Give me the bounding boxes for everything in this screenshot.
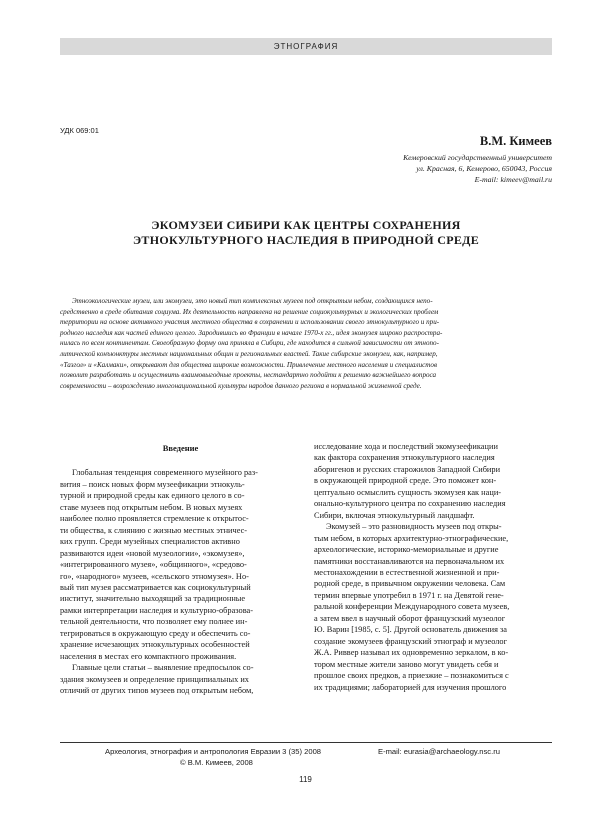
body-line: развиваются идеи «новой музеологии», «экомузея», (60, 548, 245, 558)
footer-rule (60, 742, 552, 743)
body-line: здания экомузеев и определение принципиальных их (60, 674, 249, 684)
udk-code: УДК 069:01 (60, 126, 99, 135)
body-line: цептуально осмыслить сущность экомузея как наци- (314, 487, 502, 497)
abstract-line: литической конъюнктуры местных национальных общин и региональных властей. Такие сибирские экомузеи, как, например, (60, 349, 438, 358)
abstract-line: средственно в среде обитания социума. Их деятельность направлена на решение социокультурных и экологических проблем (60, 307, 439, 316)
body-line: тегрироваться в окружающую среду и обеспечить со- (60, 628, 251, 638)
abstract-line: позволит разработать и осуществить взаимовыгодные проекты, нестандартно подойти к решению важнейшего вопроса (60, 371, 437, 380)
body-line: тором местные жители заново могут увидеть себя и (314, 659, 499, 669)
body-line: ральной конференции Международного совета музеев, (314, 602, 510, 612)
body-line: родной среде, в привычном окружении человека. Сам (314, 579, 506, 589)
body-line: наиболее полно проявляется стремление к открытос- (60, 514, 249, 524)
body-line: ставе музеев под открытым небом. В новых музеях (60, 502, 243, 512)
section-header: ЭТНОГРАФИЯ (60, 38, 552, 55)
body-line: как фактора сохранения этнокультурного наследия (314, 453, 495, 463)
author-affiliation: Кемеровский государственный университет (403, 153, 552, 162)
body-line: памятники восстанавливаются на первоначальном их (314, 556, 505, 566)
body-line: создание экомузеев французский этнограф и музеолог (314, 636, 508, 646)
body-line: а затем ввел в научный оборот французский музеолог (314, 613, 506, 623)
abstract-line: нилась по всем континентам. Своеобразную форму она приняла в Сибири, где находится в сильной зависимости от этнопо- (60, 339, 439, 348)
page-number: 119 (299, 775, 312, 784)
title-line: ЭКОМУЗЕИ СИБИРИ КАК ЦЕНТРЫ СОХРАНЕНИЯ (151, 218, 461, 232)
body-line: термин впервые употребил в 1971 г. на Девятой гене- (314, 590, 504, 600)
left-column (60, 441, 301, 697)
body-line: институт, значительно выходящий за традиционные (60, 594, 246, 604)
abstract-line: территории на основе активного участия местного общества в сохранении и использовании своего этнокультурного и при- (60, 318, 440, 327)
body-line: археологические, историко-мемориальные и другие (314, 545, 499, 555)
body-line: Ю. Варин [1985, с. 5]. Другой основатель движения за (314, 625, 508, 635)
abstract-line: родного наследия как частей единого целого. Зародившись во Франции в начале 1970-х гг., идея экомузея широко распростра- (60, 328, 443, 337)
body-line: ти общества, к слиянию с жизнью местных этничес- (60, 525, 248, 535)
body-line: отличий от других типов музеев под открытым небом, (60, 686, 254, 696)
body-line: тельной деятельности, что позволяет ему полнее ин- (60, 617, 248, 627)
article-title (60, 218, 552, 248)
body-line: хранение исчезающих этнокультурных особенностей (60, 640, 250, 650)
right-column (314, 441, 555, 693)
author-email[interactable]: E-mail: kimeev@mail.ru (474, 175, 552, 185)
body-line: исследование хода и последствий экомузеефикации (314, 442, 498, 451)
body-line: «интегрированного музея», «общинного», «средово- (60, 560, 247, 570)
body-line: прошлое своих предков, а приезжие – познакомиться с (314, 671, 509, 681)
title-line: ЭТНОКУЛЬТУРНОГО НАСЛЕДИЯ В ПРИРОДНОЙ СРЕДЕ (132, 233, 480, 247)
section-heading-introduction: Введение (162, 443, 199, 453)
body-line: Экомузей – это разновидность музеев под откры- (326, 522, 502, 532)
body-line: населения в местах его компактного проживания. (60, 651, 237, 661)
body-line: Главные цели статьи – выявление предпосылок со- (72, 663, 254, 673)
body-line: го», «народного» музеев, «сельского этномузея». Но- (60, 571, 249, 581)
author-name: В.М. Кимеев (479, 134, 552, 148)
abstract-line: современности – возрождению многонациональной культуры народов данного региона в нормальной жизненной среде. (60, 381, 422, 390)
body-line: местонахождении в естественной жизненной и при- (314, 567, 500, 577)
body-line: в окружающей природной среде. Это поможет кон- (314, 476, 497, 486)
body-line: Глобальная тенденция современного музейного раз- (72, 468, 258, 478)
body-line: Ж.А. Риввер называл их одновременно зеркалом, в ко- (314, 648, 509, 658)
body-line: их традициями; лабораторией для изучения прошлого (314, 682, 507, 692)
body-line: турной и природной среды как единого целого в со- (60, 491, 245, 501)
body-line: аборигенов и русских старожилов Западной Сибири (314, 464, 501, 474)
body-line: онально-культурного центра по сохранению наследия (314, 499, 506, 509)
author-address: ул. Красная, 6, Кемерово, 650043, Россия (416, 164, 552, 174)
body-line: рамки интерпретации наследия и культурно-образова- (60, 605, 254, 615)
journal-email[interactable]: E-mail: eurasia@archaeology.nsc.ru (378, 747, 500, 756)
body-line: Сибири, включая этнокультурный ландшафт. (314, 510, 475, 520)
copyright: © В.М. Кимеев, 2008 (180, 758, 253, 767)
abstract-line: Этноэкологические музеи, или экомузеи, это новый тип комплексных музеев под открытым небом, создающихся непо- (72, 297, 433, 305)
abstract (60, 296, 552, 391)
body-line: вый тип музея рассматривается как социокультурный (60, 582, 251, 592)
body-line: тым небом, в которых архитектурно-этнографические, (314, 533, 509, 543)
journal-citation: Археология, этнография и антропология Евразии 3 (35) 2008 (105, 747, 322, 756)
body-line: вития – поиск новых форм музеефикации этнокуль- (60, 479, 245, 489)
body-line: ких групп. Среди музейных специалистов активно (60, 537, 240, 547)
abstract-line: «Тазгол» и «Калмаки», открывают для общества широкие возможности. Привлечение местного населения и специалистов (60, 360, 438, 369)
author-block (403, 134, 552, 186)
